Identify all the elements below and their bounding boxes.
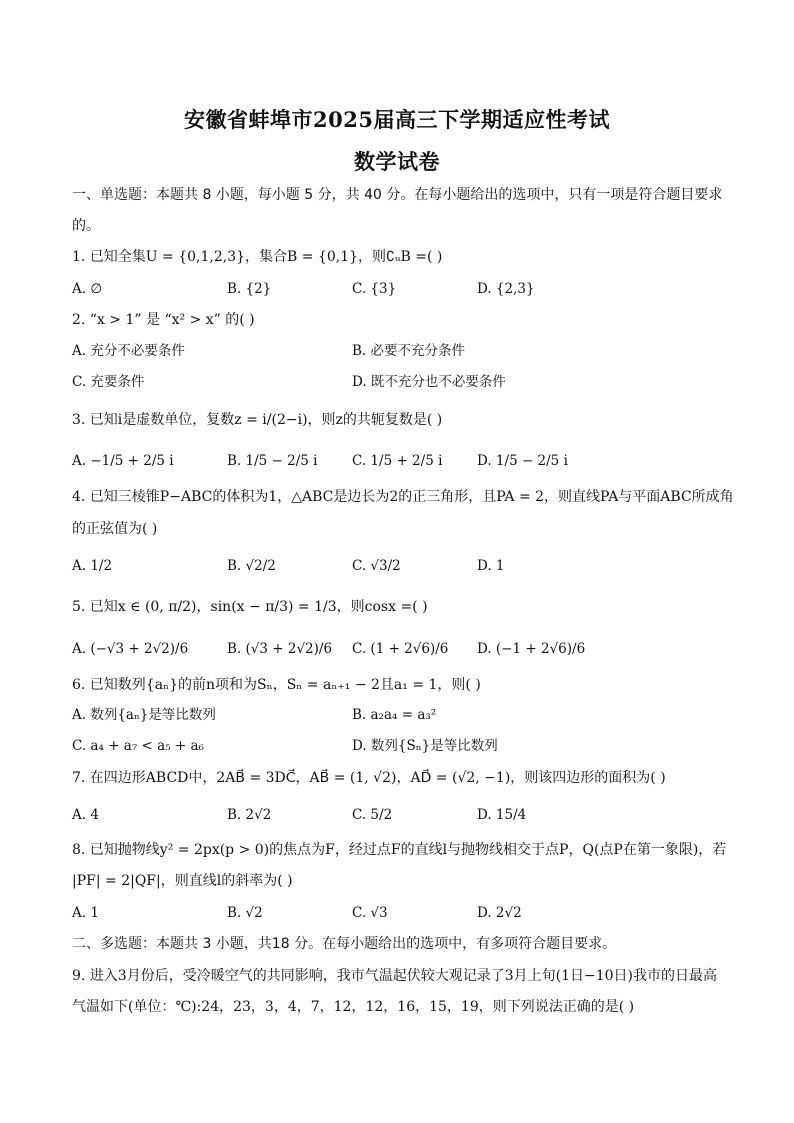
question-1-option-d: D. {2,3} <box>477 281 535 297</box>
question-1-stem: 1. 已知全集U = {0,1,2,3}，集合B = {0,1}，则∁ᵤB =( ) <box>72 249 443 265</box>
question-3-stem: 3. 已知i是虚数单位，复数z = i/(2−i)，则z的共轭复数是( ) <box>72 412 443 428</box>
question-7-stem: 7. 在四边形ABCD中，2AB⃗ = 3DC⃗，AB⃗ = (1, √2)，AD⃗ = (√2, −1)，则该四边形的面积为( ) <box>72 770 666 786</box>
question-8-stem-cont: |PF| = 2|QF|，则直线l的斜率为( ) <box>72 873 293 889</box>
question-4-option-b: B. √2/2 <box>227 558 276 574</box>
exam-subtitle: 数学试卷 <box>354 149 440 174</box>
section-1-heading-cont: 的。 <box>72 218 100 234</box>
question-8-stem: 8. 已知抛物线y² = 2px(p > 0)的焦点为F，经过点F的直线l与抛物线相交于点P，Q(点P在第一象限)，若 <box>72 842 727 858</box>
question-5-stem: 5. 已知x ∈ (0, π/2)，sin(x − π/3) = 1/3，则cosx =( ) <box>72 599 428 615</box>
question-2-option-a: A. 充分不必要条件 <box>72 343 185 359</box>
question-5-option-c: C. (1 + 2√6)/6 <box>352 641 449 657</box>
question-7-option-a: A. 4 <box>72 807 99 823</box>
question-8-option-c: C. √3 <box>352 905 388 921</box>
question-6-stem: 6. 已知数列{aₙ}的前n项和为Sₙ，Sₙ = aₙ₊₁ − 2且a₁ = 1，则( ) <box>72 677 481 693</box>
question-8-option-b: B. √2 <box>227 905 263 921</box>
question-1-option-b: B. {2} <box>227 281 272 297</box>
question-6-option-d: D. 数列{Sₙ}是等比数列 <box>352 738 498 754</box>
question-2-option-d: D. 既不充分也不必要条件 <box>352 374 506 390</box>
question-9-stem-cont: 气温如下(单位：℃):24，23，3，4，7，12，12，16，15，19，则下列说法正确的是( ) <box>72 999 635 1015</box>
question-8-option-a: A. 1 <box>72 905 99 921</box>
question-3-option-b: B. 1/5 − 2/5 i <box>227 453 318 469</box>
question-2-option-b: B. 必要不充分条件 <box>352 343 466 359</box>
question-2-option-c: C. 充要条件 <box>72 374 145 390</box>
question-5-option-a: A. (−√3 + 2√2)/6 <box>72 641 189 657</box>
question-4-stem-cont: 的正弦值为( ) <box>72 521 158 537</box>
section-1-heading: 一、单选题：本题共 8 小题，每小题 5 分，共 40 分。在每小题给出的选项中，只有一项是符合题目要求 <box>72 187 723 203</box>
question-3-option-c: C. 1/5 + 2/5 i <box>352 453 443 469</box>
question-6-option-c: C. a₄ + a₇ < a₅ + a₆ <box>72 738 204 754</box>
question-5-option-b: B. (√3 + 2√2)/6 <box>227 641 333 657</box>
question-2-stem: 2. “x > 1” 是 “x² > x” 的( ) <box>72 312 255 328</box>
question-4-stem: 4. 已知三棱锥P−ABC的体积为1，△ABC是边长为2的正三角形，且PA = 2，则直线PA与平面ABC所成角 <box>72 489 734 505</box>
question-6-option-b: B. a₂a₄ = a₃² <box>352 707 437 723</box>
question-1-option-c: C. {3} <box>352 281 397 297</box>
question-3-option-a: A. −1/5 + 2/5 i <box>72 453 174 469</box>
question-1-option-a: A. ∅ <box>72 281 103 297</box>
question-8-option-d: D. 2√2 <box>477 905 522 921</box>
question-7-option-c: C. 5/2 <box>352 807 393 823</box>
section-2-heading: 二、多选题：本题共 3 小题，共18 分。在每小题给出的选项中，有多项符合题目要求。 <box>72 936 617 952</box>
question-7-option-b: B. 2√2 <box>227 807 272 823</box>
question-6-option-a: A. 数列{aₙ}是等比数列 <box>72 707 216 723</box>
question-7-option-d: D. 15/4 <box>477 807 527 823</box>
question-3-option-d: D. 1/5 − 2/5 i <box>477 453 568 469</box>
question-5-option-d: D. (−1 + 2√6)/6 <box>477 641 586 657</box>
question-4-option-c: C. √3/2 <box>352 558 401 574</box>
question-4-option-a: A. 1/2 <box>72 558 113 574</box>
question-9-stem: 9. 进入3月份后，受冷暖空气的共同影响，我市气温起伏较大观记录了3月上旬(1日−10日)我市的日最高 <box>72 968 717 984</box>
exam-title: 安徽省蚌埠市2025届高三下学期适应性考试 <box>184 107 610 132</box>
question-4-option-d: D. 1 <box>477 558 505 574</box>
